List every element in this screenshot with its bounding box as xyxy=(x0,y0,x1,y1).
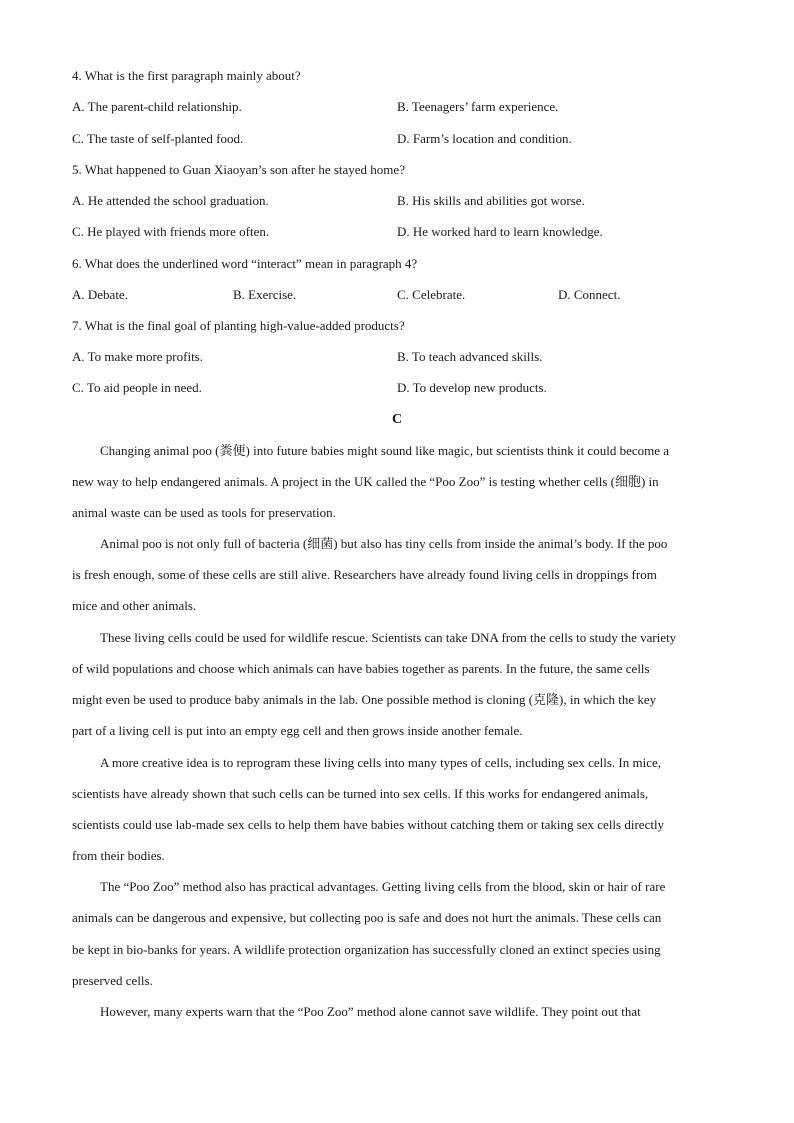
question-5-option-b: B. His skills and abilities got worse. xyxy=(397,193,585,208)
question-6-option-a: A. Debate. xyxy=(72,287,128,302)
question-5-stem: 5. What happened to Guan Xiaoyan’s son after he stayed home? xyxy=(72,162,405,177)
passage-line: from their bodies. xyxy=(72,848,165,863)
question-5-option-a: A. He attended the school graduation. xyxy=(72,193,269,208)
passage-line: scientists could use lab-made sex cells to help them have babies without catching them or taking sex cells directly xyxy=(72,817,665,832)
passage-line: Animal poo is not only full of bacteria (细菌) but also has tiny cells from inside the animal’s body. If the poo xyxy=(100,536,668,551)
passage-line: part of a living cell is put into an empty egg cell and then grows inside another female. xyxy=(72,723,523,738)
passage-line: of wild populations and choose which animals can have babies together as parents. In the future, the same cells xyxy=(72,661,650,676)
passage-line: These living cells could be used for wildlife rescue. Scientists can take DNA from the cells to study the variety xyxy=(100,630,677,645)
passage-line: is fresh enough, some of these cells are still alive. Researchers have already found living cells in droppings from xyxy=(72,567,657,582)
passage-line: animals can be dangerous and expensive, but collecting poo is safe and does not hurt the animals. These cells can xyxy=(72,910,662,925)
question-6-option-b: B. Exercise. xyxy=(233,287,297,302)
question-4-option-a: A. The parent-child relationship. xyxy=(72,99,242,114)
question-7-stem: 7. What is the final goal of planting high-value-added products? xyxy=(72,318,405,333)
question-7-option-d: D. To develop new products. xyxy=(397,380,547,395)
passage-line: Changing animal poo (粪便) into future babies might sound like magic, but scientists think it could become a xyxy=(100,443,670,458)
passage-line: scientists have already shown that such cells can be turned into sex cells. If this works for endangered animals, xyxy=(72,786,649,801)
section-heading: C xyxy=(391,412,403,427)
question-4-option-d: D. Farm’s location and condition. xyxy=(397,131,572,146)
question-4-option-b: B. Teenagers’ farm experience. xyxy=(397,99,559,114)
question-6-option-c: C. Celebrate. xyxy=(397,287,466,302)
question-6-option-d: D. Connect. xyxy=(558,287,621,302)
passage-line: The “Poo Zoo” method also has practical advantages. Getting living cells from the blood, skin or hair of rare xyxy=(100,879,666,894)
question-4-stem: 4. What is the first paragraph mainly about? xyxy=(72,68,301,83)
passage-line: mice and other animals. xyxy=(72,598,197,613)
question-7-option-b: B. To teach advanced skills. xyxy=(397,349,543,364)
question-6-stem: 6. What does the underlined word “interact” mean in paragraph 4? xyxy=(72,256,418,271)
passage-line: A more creative idea is to reprogram these living cells into many types of cells, including sex cells. In mice, xyxy=(100,755,662,770)
question-4-option-c: C. The taste of self-planted food. xyxy=(72,131,244,146)
question-5-option-d: D. He worked hard to learn knowledge. xyxy=(397,224,603,239)
question-7-option-c: C. To aid people in need. xyxy=(72,380,202,395)
passage-line: new way to help endangered animals. A project in the UK called the “Poo Zoo” is testing whether cells (细胞) in xyxy=(72,474,659,489)
passage-line: preserved cells. xyxy=(72,973,153,988)
passage-line: might even be used to produce baby animals in the lab. One possible method is cloning (克隆), in which the key xyxy=(72,692,657,707)
passage-line: However, many experts warn that the “Poo Zoo” method alone cannot save wildlife. They point out that xyxy=(100,1004,641,1019)
passage-line: animal waste can be used as tools for preservation. xyxy=(72,505,336,520)
question-7-option-a: A. To make more profits. xyxy=(72,349,203,364)
question-5-option-c: C. He played with friends more often. xyxy=(72,224,270,239)
passage-line: be kept in bio-banks for years. A wildlife protection organization has successfully cloned an extinct species using xyxy=(72,942,661,957)
